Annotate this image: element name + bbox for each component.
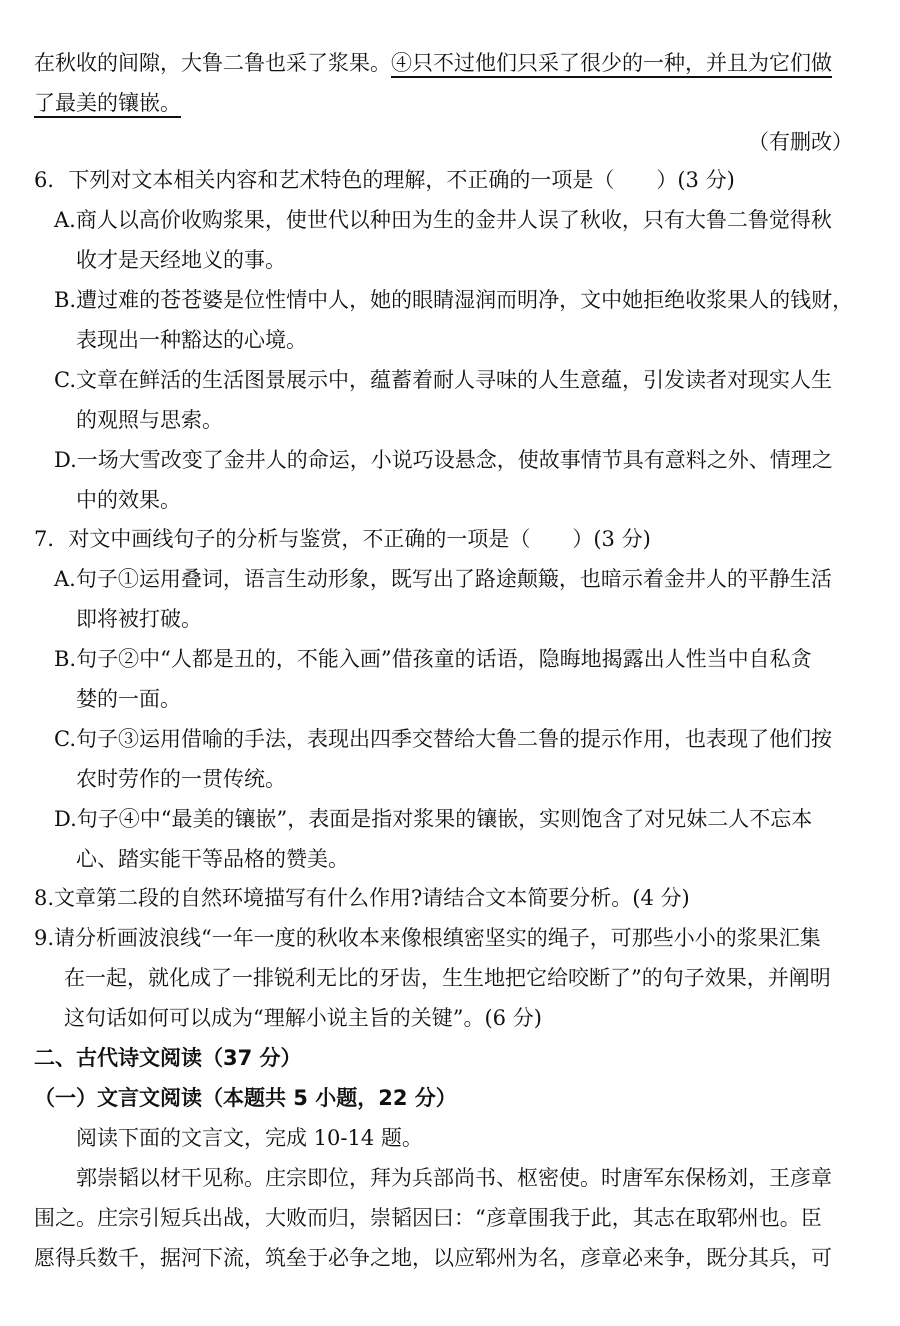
source-note: （有删改）: [748, 130, 853, 154]
question-7-option-b: B.句子②中“人都是丑的，不能入画”借孩童的话语，隐晦地揭露出人性当中自私贪: [54, 647, 812, 671]
question-6-option-a-cont: 收才是天经地义的事。: [76, 248, 286, 272]
question-6-option-a: A.商人以高价收购浆果，使世代以种田为生的金井人误了秋收，只有大鲁二鲁觉得秋: [54, 208, 832, 232]
underlined-sentence-4-end: 了最美的镶嵌。: [34, 91, 181, 115]
question-6-option-b: B.遭过难的苍苍婆是位性情中人，她的眼睛湿润而明净，文中她拒绝收浆果人的钱财，: [54, 288, 854, 312]
question-7-option-d-cont: 心、踏实能干等品格的赞美。: [76, 847, 349, 871]
question-6-option-c: C.文章在鲜活的生活图景展示中，蕴蓄着耐人寻味的人生意蕴，引发读者对现实人生: [54, 368, 832, 392]
question-8-stem: 8.文章第二段的自然环境描写有什么作用?请结合文本简要分析。(4 分): [34, 886, 690, 910]
section-2-instruction: 阅读下面的文言文，完成 10-14 题。: [76, 1126, 423, 1150]
question-6-stem: 6．下列对文本相关内容和艺术特色的理解，不正确的一项是（ ）(3 分): [34, 168, 735, 192]
section-2-heading: 二、古代诗文阅读（37 分）: [34, 1046, 302, 1070]
question-7-option-b-cont: 婪的一面。: [76, 687, 181, 711]
question-6-option-d: D.一场大雪改变了金井人的命运，小说巧设悬念，使故事情节具有意料之外、情理之: [54, 448, 833, 472]
classical-text-line-3: 愿得兵数千，据河下流，筑垒于必争之地，以应郓州为名，彦章必来争，既分其兵，可: [34, 1246, 832, 1270]
section-2-sub-heading: （一）文言文阅读（本题共 5 小题，22 分）: [34, 1086, 457, 1110]
question-7-stem: 7．对文中画线句子的分析与鉴赏，不正确的一项是（ ）(3 分): [34, 527, 651, 551]
question-7-option-a-cont: 即将被打破。: [76, 607, 202, 631]
question-9-line-3: 这句话如何可以成为“理解小说主旨的关键”。(6 分): [64, 1006, 542, 1030]
question-9-line-2: 在一起，就化成了一排锐利无比的牙齿，生生地把它给咬断了”的句子效果，并阐明: [64, 966, 831, 990]
question-7-option-c-cont: 农时劳作的一贯传统。: [76, 767, 286, 791]
passage-line-2: [34, 89, 181, 117]
passage-line-1: [34, 49, 832, 77]
question-9-line-1: 9.请分析画波浪线“一年一度的秋收本来像根缜密坚实的绳子，可那些小小的浆果汇集: [34, 926, 821, 950]
question-7-option-c: C.句子③运用借喻的手法，表现出四季交替给大鲁二鲁的提示作用，也表现了他们按: [54, 727, 832, 751]
underlined-sentence-4: ④只不过他们只采了很少的一种，并且为它们做: [391, 51, 832, 75]
classical-text-line-2: 围之。庄宗引短兵出战，大败而归，崇韬因曰：“彦章围我于此，其志在取郓州也。臣: [34, 1206, 822, 1230]
question-7-option-d: D.句子④中“最美的镶嵌”，表面是指对浆果的镶嵌，实则饱含了对兄妹二人不忘本: [54, 807, 813, 831]
question-7-option-a: A.句子①运用叠词，语言生动形象，既写出了路途颠簸，也暗示着金井人的平静生活: [54, 567, 832, 591]
question-6-option-c-cont: 的观照与思索。: [76, 408, 223, 432]
passage-plain-text: 在秋收的间隙，大鲁二鲁也采了浆果。: [34, 51, 391, 75]
classical-text-line-1: 郭崇韬以材干见称。庄宗即位，拜为兵部尚书、枢密使。时唐军东保杨刘，王彦章: [76, 1166, 832, 1190]
question-6-option-d-cont: 中的效果。: [76, 488, 181, 512]
question-6-option-b-cont: 表现出一种豁达的心境。: [76, 328, 307, 352]
